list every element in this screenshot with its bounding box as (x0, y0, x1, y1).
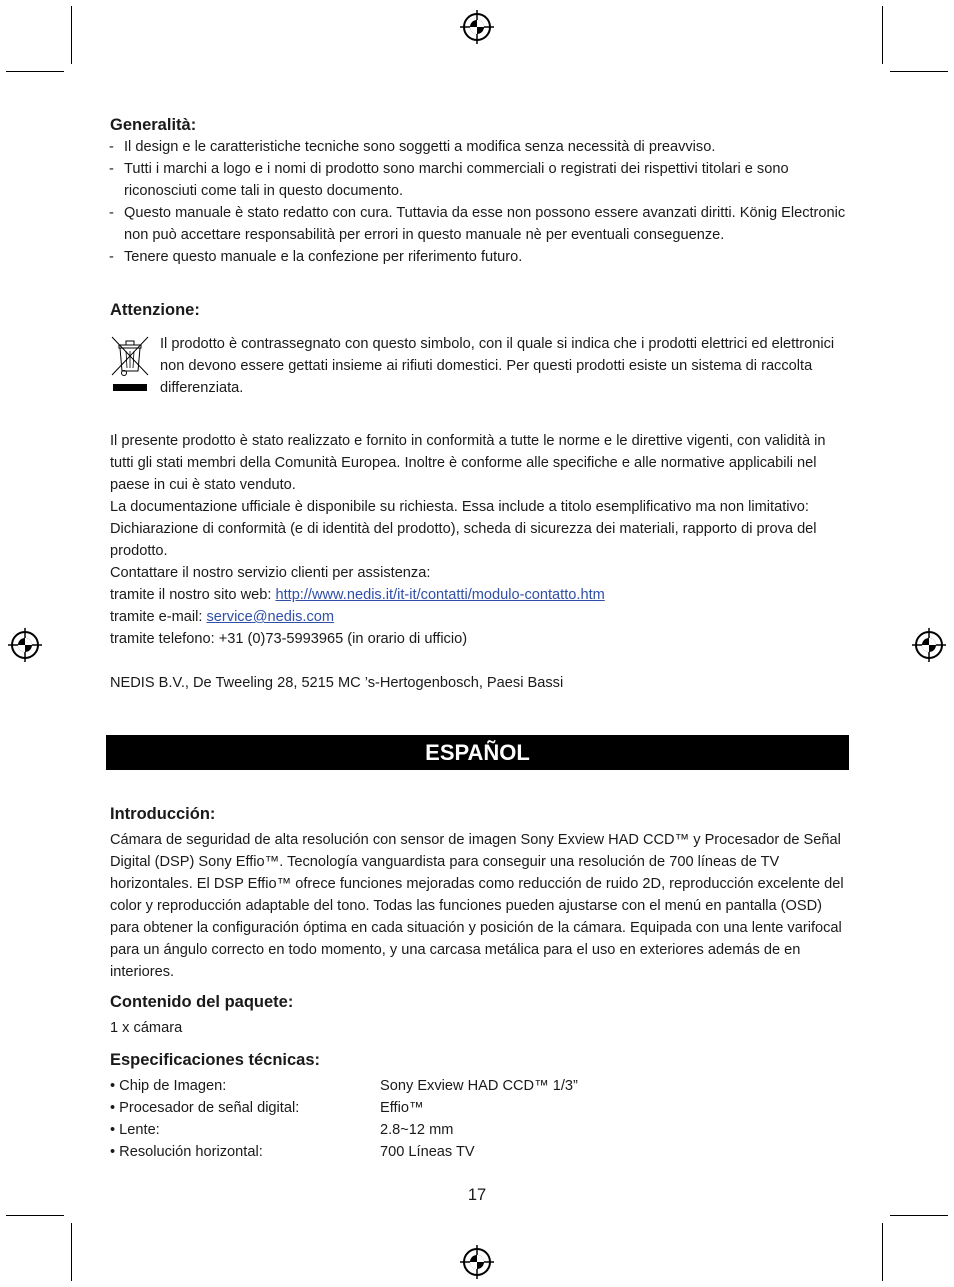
registration-mark-icon (460, 1245, 494, 1279)
general-item: - Tutti i marchi a logo e i nomi di prodotto sono marchi commerciali o registrati dei rispettivi titolari e sono riconosciuti come tali in questo documento. (110, 158, 850, 202)
attention-text-block (160, 333, 850, 399)
language-banner: ESPAÑOL (106, 735, 849, 770)
conformity-text: Il presente prodotto è stato realizzato e fornito in conformità a tutte le norme e le direttive vigenti, con validità in tutti gli stati membri della Comunità Europea. Inoltre è conforme alle specifiche e alle normative applicabili nel paese in cui è stato venduto. (110, 433, 826, 493)
crop-mark (890, 1215, 948, 1216)
specs-section (110, 1049, 850, 1163)
page-number: 17 (467, 1186, 487, 1204)
crop-mark (71, 6, 72, 64)
email-link[interactable]: service@nedis.com (206, 609, 335, 625)
attention-text: Il prodotto è contrassegnato con questo simbolo, con il quale si indica che i prodotti elettrici ed elettronici non devono essere gettati insieme ai rifiuti domestici. Per questi prodotti esiste un sistema di raccolta differenziata. (160, 336, 835, 396)
registration-mark-icon (912, 628, 946, 662)
registration-mark-icon (460, 10, 494, 44)
package-text: 1 x cámara (110, 1020, 183, 1036)
general-item: - Tenere questo manuale e la confezione per riferimento futuro. (110, 246, 850, 268)
general-section (110, 114, 850, 268)
spec-label: • Chip de Imagen: (110, 1078, 227, 1094)
spec-label: • Lente: (110, 1122, 160, 1138)
spec-row (110, 1097, 850, 1119)
spec-value: Sony Exview HAD CCD™ 1/3” (380, 1078, 578, 1094)
intro-section (110, 803, 850, 983)
crop-mark (882, 6, 883, 64)
email-label: tramite e-mail: (110, 609, 207, 625)
company-address: NEDIS B.V., De Tweeling 28, 5215 MC ’s-Hertogenbosch, Paesi Bassi (110, 675, 564, 691)
contact-email (110, 606, 850, 628)
contact-web (110, 584, 850, 606)
general-heading: Generalità: (110, 116, 197, 134)
general-item: - Questo manuale è stato redatto con cura. Tuttavia da esse non possono essere avanzati diritti. König Electronic non può accettare responsabilità per errori in questo manuale nè per eventuali conseguenze. (110, 202, 850, 246)
attention-heading: Attenzione: (110, 301, 200, 319)
registration-mark-icon (8, 628, 42, 662)
documentation-text: La documentazione ufficiale è disponibile su richiesta. Essa include a titolo esemplificativo ma non limitativo: Dichiarazione di conformità (e di identità del prodotto), scheda di sicurezza dei materiali, rapporto di prova del prodotto. (110, 499, 817, 559)
spacer (110, 650, 850, 672)
package-section (110, 991, 850, 1039)
contact-intro: Contattare il nostro servizio clienti per assistenza: (110, 565, 431, 581)
weee-bin-icon (110, 333, 150, 397)
crop-mark (882, 1223, 883, 1281)
web-label: tramite il nostro sito web: (110, 587, 276, 603)
intro-heading: Introducción: (110, 805, 216, 823)
crop-mark (6, 1215, 64, 1216)
spec-row (110, 1141, 850, 1163)
conformity-section (110, 430, 850, 694)
general-item: - Il design e le caratteristiche tecniche sono soggetti a modifica senza necessità di preavviso. (110, 136, 850, 158)
intro-text: Cámara de seguridad de alta resolución con sensor de imagen Sony Exview HAD CCD™ y Procesador de Señal Digital (DSP) Sony Effio™. Tecnología vanguardista para conseguir una resolución de 700 líneas de TV horizontales. El DSP Effio™ ofrece funciones mejoradas como reducción de ruido 2D, reproducción excelente del color y reproducción adaptable del tono. Todas las funciones pueden ajustarse con el menú en pantalla (OSD) para obtener la configuración óptima en cada situación y posición de la cámara. Equipada con una lente varifocal para un ángulo correcto en todo momento, y una carcasa metálica para el uso en exteriores además de en interiores. (110, 832, 844, 980)
crop-mark (71, 1223, 72, 1281)
spec-row (110, 1119, 850, 1141)
specs-heading: Especificaciones técnicas: (110, 1051, 321, 1069)
crop-mark (890, 71, 948, 72)
attention-section (110, 299, 850, 321)
contact-phone: tramite telefono: +31 (0)73-5993965 (in orario di ufficio) (110, 631, 468, 647)
spec-value: Effio™ (380, 1100, 424, 1116)
spec-row (110, 1075, 850, 1097)
spec-value: 2.8~12 mm (380, 1122, 454, 1138)
spec-value: 700 Líneas TV (380, 1144, 475, 1160)
spec-label: • Procesador de señal digital: (110, 1100, 300, 1116)
package-heading: Contenido del paquete: (110, 993, 294, 1011)
spec-label: • Resolución horizontal: (110, 1144, 263, 1160)
crop-mark (6, 71, 64, 72)
web-link[interactable]: http://www.nedis.it/it-it/contatti/modulo-contatto.htm (275, 587, 605, 603)
